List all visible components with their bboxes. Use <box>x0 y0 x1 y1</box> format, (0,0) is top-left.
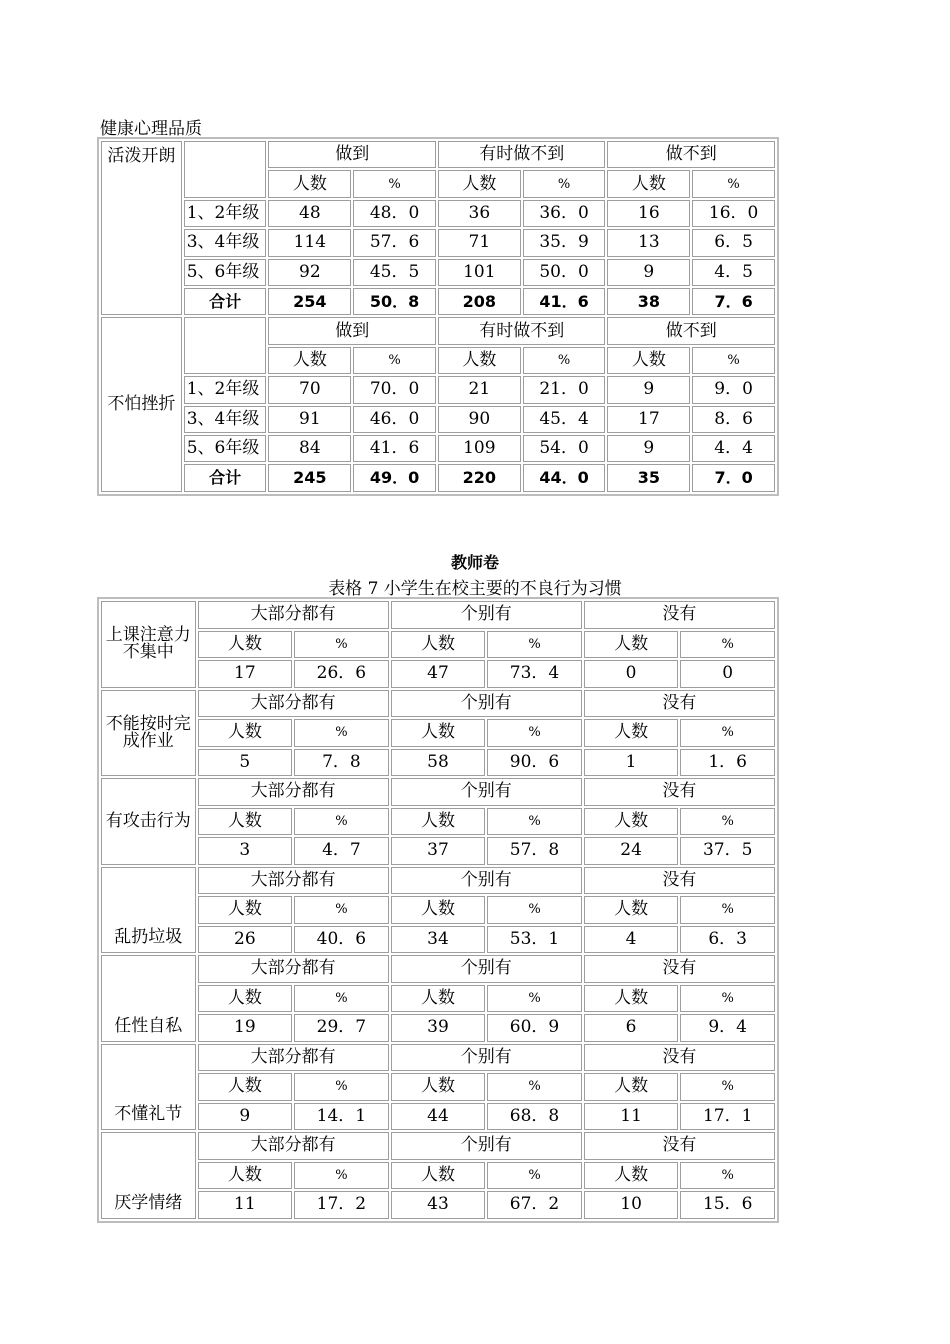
percent-cell: 68．8 <box>487 1103 582 1131</box>
table-row <box>101 435 775 462</box>
count-cell: 13 <box>607 229 690 256</box>
group-header: 个别有 <box>391 601 582 629</box>
group-header: 做到 <box>268 141 436 168</box>
percent-header: % <box>487 1073 582 1101</box>
count-cell: 1 <box>584 749 679 777</box>
table-row <box>101 867 775 895</box>
count-cell: 5 <box>198 749 293 777</box>
behavior-category: 任性自私 <box>101 955 196 1042</box>
count-cell: 58 <box>391 749 486 777</box>
count-cell: 92 <box>268 259 351 286</box>
count-cell: 4 <box>584 926 679 954</box>
blank-header-cell <box>184 141 267 198</box>
total-row <box>101 288 775 315</box>
table-row <box>101 631 775 659</box>
group-header: 没有 <box>584 867 775 895</box>
percent-cell: 49．0 <box>353 464 436 491</box>
count-header: 人数 <box>391 985 486 1013</box>
percent-cell: 36．0 <box>523 200 606 227</box>
percent-header: % <box>294 896 389 924</box>
grade-label: 合计 <box>184 464 267 491</box>
percent-header: % <box>680 719 775 747</box>
group-header: 没有 <box>584 690 775 718</box>
group-header: 个别有 <box>391 867 582 895</box>
percent-cell: 4．7 <box>294 837 389 865</box>
group-header: 有时做不到 <box>438 141 606 168</box>
percent-header: % <box>680 1162 775 1190</box>
percent-header: % <box>487 808 582 836</box>
count-cell: 9 <box>607 376 690 403</box>
table-row <box>101 376 775 403</box>
section-title: 健康心理品质 <box>100 119 202 139</box>
count-header: 人数 <box>607 170 690 197</box>
percent-cell: 73．4 <box>487 660 582 688</box>
percent-header: % <box>294 985 389 1013</box>
count-cell: 91 <box>268 406 351 433</box>
count-cell: 24 <box>584 837 679 865</box>
count-cell: 9 <box>198 1103 293 1131</box>
group-header: 没有 <box>584 1132 775 1160</box>
group-header: 没有 <box>584 1044 775 1072</box>
group-header: 做不到 <box>607 317 775 344</box>
percent-cell: 44．0 <box>523 464 606 491</box>
percent-header: % <box>294 808 389 836</box>
count-cell: 70 <box>268 376 351 403</box>
group-header: 大部分都有 <box>198 955 389 983</box>
percent-cell: 15．6 <box>680 1191 775 1219</box>
table-row <box>101 317 775 344</box>
table-row <box>101 601 775 629</box>
behavior-category: 厌学情绪 <box>101 1132 196 1219</box>
table-row <box>101 926 775 954</box>
group-header: 没有 <box>584 601 775 629</box>
count-cell: 38 <box>607 288 690 315</box>
count-cell: 220 <box>438 464 521 491</box>
table-row <box>101 200 775 227</box>
percent-cell: 54．0 <box>523 435 606 462</box>
percent-cell: 45．4 <box>523 406 606 433</box>
percent-cell: 67．2 <box>487 1191 582 1219</box>
group-header: 没有 <box>584 955 775 983</box>
percent-header: % <box>680 985 775 1013</box>
count-header: 人数 <box>198 719 293 747</box>
grade-label: 1、2年级 <box>184 200 267 227</box>
table-row <box>101 229 775 256</box>
count-cell: 17 <box>607 406 690 433</box>
teacher-behavior-table <box>97 597 779 1223</box>
count-cell: 16 <box>607 200 690 227</box>
teacher-table-caption: 表格 7 小学生在校主要的不良行为习惯 <box>328 579 622 599</box>
count-cell: 11 <box>584 1103 679 1131</box>
percent-cell: 70．0 <box>353 376 436 403</box>
percent-cell: 57．6 <box>353 229 436 256</box>
percent-cell: 50．0 <box>523 259 606 286</box>
percent-cell: 17．1 <box>680 1103 775 1131</box>
group-header: 个别有 <box>391 690 582 718</box>
percent-cell: 7．0 <box>692 464 775 491</box>
group-header: 大部分都有 <box>198 601 389 629</box>
percent-header: % <box>294 1073 389 1101</box>
percent-cell: 26．6 <box>294 660 389 688</box>
count-header: 人数 <box>584 719 679 747</box>
count-header: 人数 <box>607 347 690 374</box>
group-header: 大部分都有 <box>198 778 389 806</box>
grade-label: 5、6年级 <box>184 259 267 286</box>
group-header: 没有 <box>584 778 775 806</box>
count-header: 人数 <box>391 1073 486 1101</box>
count-header: 人数 <box>268 347 351 374</box>
percent-cell: 16．0 <box>692 200 775 227</box>
count-cell: 71 <box>438 229 521 256</box>
group-header: 有时做不到 <box>438 317 606 344</box>
percent-cell: 57．8 <box>487 837 582 865</box>
percent-cell: 29．7 <box>294 1014 389 1042</box>
percent-header: % <box>692 170 775 197</box>
percent-cell: 4．4 <box>692 435 775 462</box>
group-header: 个别有 <box>391 1132 582 1160</box>
count-cell: 34 <box>391 926 486 954</box>
count-header: 人数 <box>584 1162 679 1190</box>
count-cell: 114 <box>268 229 351 256</box>
percent-header: % <box>294 719 389 747</box>
count-header: 人数 <box>198 631 293 659</box>
behavior-category: 上课注意力不集中 <box>101 601 196 688</box>
table-row <box>101 1044 775 1072</box>
table-row <box>101 141 775 168</box>
percent-cell: 1．6 <box>680 749 775 777</box>
blank-header-cell <box>184 317 267 374</box>
teacher-section-title: 教师卷 <box>450 553 499 572</box>
count-cell: 19 <box>198 1014 293 1042</box>
count-cell: 26 <box>198 926 293 954</box>
table-row <box>101 1132 775 1160</box>
percent-header: % <box>523 347 606 374</box>
count-cell: 109 <box>438 435 521 462</box>
grade-label: 5、6年级 <box>184 435 267 462</box>
percent-cell: 7．6 <box>692 288 775 315</box>
table-row <box>101 985 775 1013</box>
count-header: 人数 <box>391 1162 486 1190</box>
table-row <box>101 719 775 747</box>
percent-cell: 7．8 <box>294 749 389 777</box>
table-row <box>101 896 775 924</box>
group-header: 个别有 <box>391 1044 582 1072</box>
table-row <box>101 837 775 865</box>
count-header: 人数 <box>391 719 486 747</box>
percent-header: % <box>294 1162 389 1190</box>
count-cell: 36 <box>438 200 521 227</box>
group-header: 大部分都有 <box>198 1132 389 1160</box>
count-header: 人数 <box>584 808 679 836</box>
grade-label: 3、4年级 <box>184 229 267 256</box>
group-header: 大部分都有 <box>198 1044 389 1072</box>
count-cell: 84 <box>268 435 351 462</box>
count-cell: 9 <box>607 435 690 462</box>
grade-label: 3、4年级 <box>184 406 267 433</box>
count-cell: 35 <box>607 464 690 491</box>
percent-header: % <box>353 170 436 197</box>
percent-cell: 41．6 <box>523 288 606 315</box>
table-row <box>101 1103 775 1131</box>
table-row <box>101 259 775 286</box>
percent-cell: 45．5 <box>353 259 436 286</box>
count-cell: 37 <box>391 837 486 865</box>
count-header: 人数 <box>391 631 486 659</box>
count-header: 人数 <box>198 1162 293 1190</box>
count-cell: 6 <box>584 1014 679 1042</box>
count-cell: 21 <box>438 376 521 403</box>
table-row <box>101 406 775 433</box>
count-header: 人数 <box>584 896 679 924</box>
grade-label: 1、2年级 <box>184 376 267 403</box>
percent-header: % <box>487 719 582 747</box>
count-header: 人数 <box>584 631 679 659</box>
count-cell: 47 <box>391 660 486 688</box>
percent-cell: 8．6 <box>692 406 775 433</box>
table-row <box>101 1073 775 1101</box>
percent-header: % <box>294 631 389 659</box>
table-row <box>101 1162 775 1190</box>
percent-header: % <box>680 896 775 924</box>
table-row <box>101 660 775 688</box>
category-cell: 不怕挫折 <box>101 317 182 491</box>
percent-cell: 46．0 <box>353 406 436 433</box>
count-header: 人数 <box>584 985 679 1013</box>
percent-header: % <box>680 808 775 836</box>
group-header: 做到 <box>268 317 436 344</box>
percent-cell: 6．3 <box>680 926 775 954</box>
count-cell: 39 <box>391 1014 486 1042</box>
behavior-category: 乱扔垃圾 <box>101 867 196 954</box>
student-psychology-table <box>97 137 779 496</box>
count-cell: 3 <box>198 837 293 865</box>
count-cell: 44 <box>391 1103 486 1131</box>
group-header: 大部分都有 <box>198 867 389 895</box>
table-row <box>101 690 775 718</box>
count-cell: 9 <box>607 259 690 286</box>
count-cell: 208 <box>438 288 521 315</box>
count-cell: 101 <box>438 259 521 286</box>
table-row <box>101 955 775 983</box>
group-header: 个别有 <box>391 778 582 806</box>
table-row <box>101 1014 775 1042</box>
count-header: 人数 <box>198 896 293 924</box>
grade-label: 合计 <box>184 288 267 315</box>
count-cell: 17 <box>198 660 293 688</box>
count-header: 人数 <box>268 170 351 197</box>
percent-header: % <box>692 347 775 374</box>
behavior-category: 不能按时完成作业 <box>101 690 196 777</box>
percent-cell: 60．9 <box>487 1014 582 1042</box>
count-cell: 0 <box>584 660 679 688</box>
percent-header: % <box>353 347 436 374</box>
percent-cell: 9．4 <box>680 1014 775 1042</box>
percent-header: % <box>680 1073 775 1101</box>
percent-cell: 37．5 <box>680 837 775 865</box>
count-header: 人数 <box>198 1073 293 1101</box>
percent-cell: 48．0 <box>353 200 436 227</box>
count-header: 人数 <box>438 170 521 197</box>
table-row <box>101 749 775 777</box>
count-header: 人数 <box>391 896 486 924</box>
table-row <box>101 1191 775 1219</box>
percent-cell: 50．8 <box>353 288 436 315</box>
percent-cell: 40．6 <box>294 926 389 954</box>
count-header: 人数 <box>438 347 521 374</box>
total-row <box>101 464 775 491</box>
count-cell: 254 <box>268 288 351 315</box>
percent-cell: 14．1 <box>294 1103 389 1131</box>
behavior-category: 不懂礼节 <box>101 1044 196 1131</box>
percent-cell: 53．1 <box>487 926 582 954</box>
percent-cell: 90．6 <box>487 749 582 777</box>
table-row <box>101 778 775 806</box>
percent-header: % <box>487 631 582 659</box>
percent-header: % <box>680 631 775 659</box>
percent-cell: 4．5 <box>692 259 775 286</box>
count-cell: 10 <box>584 1191 679 1219</box>
count-cell: 90 <box>438 406 521 433</box>
count-cell: 43 <box>391 1191 486 1219</box>
count-cell: 245 <box>268 464 351 491</box>
percent-header: % <box>487 896 582 924</box>
percent-header: % <box>487 985 582 1013</box>
percent-cell: 0 <box>680 660 775 688</box>
behavior-category: 有攻击行为 <box>101 778 196 865</box>
group-header: 大部分都有 <box>198 690 389 718</box>
percent-cell: 41．6 <box>353 435 436 462</box>
percent-cell: 17．2 <box>294 1191 389 1219</box>
percent-cell: 21．0 <box>523 376 606 403</box>
percent-header: % <box>523 170 606 197</box>
count-header: 人数 <box>198 985 293 1013</box>
percent-header: % <box>487 1162 582 1190</box>
group-header: 做不到 <box>607 141 775 168</box>
count-cell: 48 <box>268 200 351 227</box>
count-cell: 11 <box>198 1191 293 1219</box>
count-header: 人数 <box>584 1073 679 1101</box>
group-header: 个别有 <box>391 955 582 983</box>
percent-cell: 9．0 <box>692 376 775 403</box>
count-header: 人数 <box>391 808 486 836</box>
table-row <box>101 808 775 836</box>
count-header: 人数 <box>198 808 293 836</box>
percent-cell: 6．5 <box>692 229 775 256</box>
category-cell: 活泼开朗 <box>101 141 182 315</box>
percent-cell: 35．9 <box>523 229 606 256</box>
